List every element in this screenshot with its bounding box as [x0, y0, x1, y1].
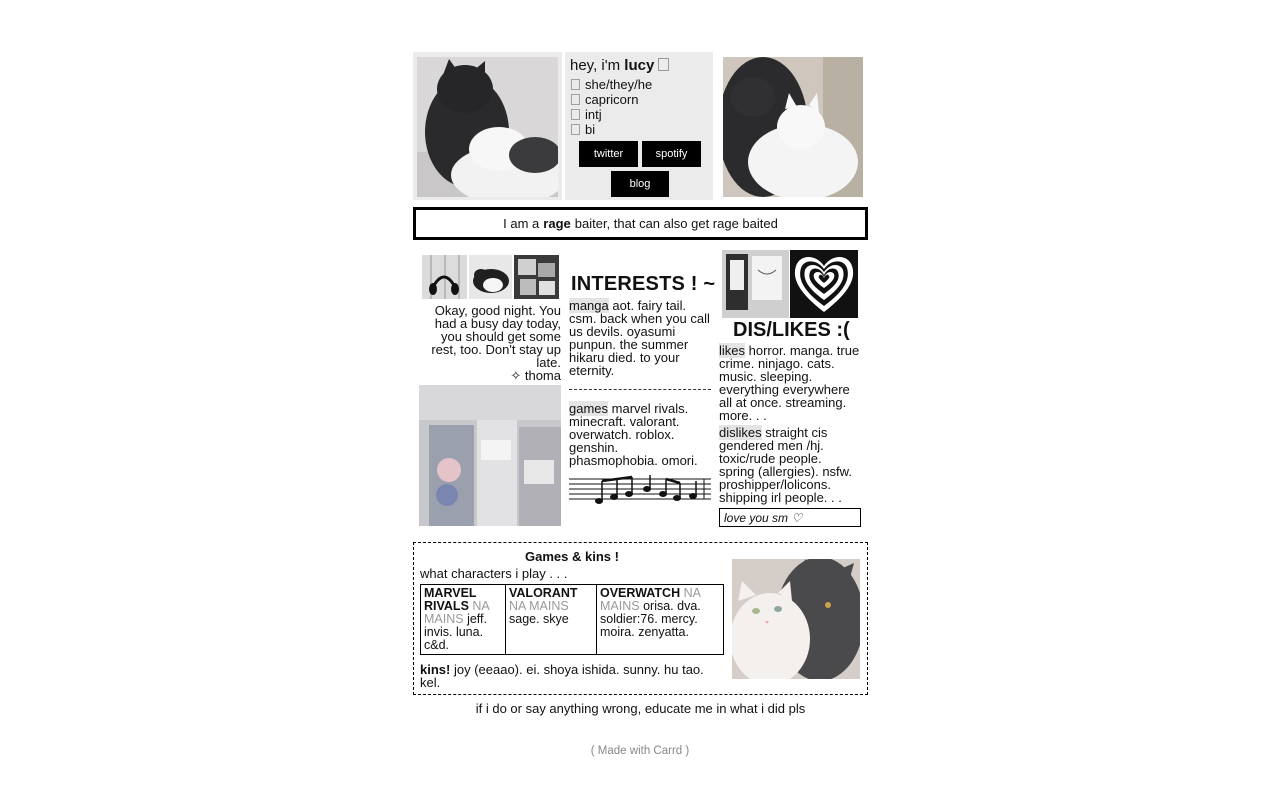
identity-item: capricorn: [571, 92, 652, 107]
bullet-icon: [571, 94, 580, 105]
table-cell-valorant: VALORANT NA MAINS sage. skye: [506, 585, 597, 655]
cat-photo-couch: [723, 57, 863, 197]
bullet-icon: [571, 79, 580, 90]
table-cell-overwatch: OVERWATCH NA MAINS orisa. dva. soldier:76. mercy. moira. zenyatta.: [597, 585, 724, 655]
games-subtitle: what characters i play . . .: [420, 566, 568, 581]
identity-list: [571, 77, 652, 137]
made-with-carrd-link[interactable]: ( Made with Carrd ): [590, 745, 690, 757]
likes-text: likes horror. manga. true crime. ninjago. cats. music. sleeping. everything everywhere all at once. streaming. more. . .: [719, 343, 860, 423]
bullet-icon: [571, 109, 580, 120]
blog-button[interactable]: blog: [611, 171, 669, 197]
missing-glyph-icon: [658, 58, 669, 71]
kins-text: kins! joy (eeaao). ei. shoya ishida. sunny. hu tao. kel.: [420, 662, 704, 690]
love-you-box: love you sm ♡: [719, 508, 861, 527]
identity-item: she/they/he: [571, 77, 652, 92]
section-divider: [569, 389, 711, 390]
cats-cuddle-photo: [732, 559, 860, 679]
cat-tuxedo-photo: [469, 255, 512, 299]
bullet-icon: [571, 124, 580, 135]
keychain-shelf-photo: [419, 385, 561, 526]
dislikes-label: dislikes: [719, 425, 762, 440]
table-cell-marvel: MARVEL RIVALS NA MAINS jeff. invis. luna. c&d.: [421, 585, 506, 655]
note-signature: ✧ thoma: [510, 368, 561, 383]
interests-manga: manga aot. fairy tail. csm. back when you call us devils. oyasumi punpun. the summer hikaru died. to your eternity.: [569, 298, 710, 378]
stickers-photo: [514, 255, 559, 299]
manga-label: manga: [569, 298, 609, 313]
profile-name: lucy: [624, 57, 655, 74]
spiral-heart-icon: [790, 250, 858, 318]
interests-games: games marvel rivals. minecraft. valorant. overwatch. roblox. genshin. phasmophobia. omori.: [569, 401, 698, 468]
games-kins-title: Games & kins !: [525, 549, 619, 564]
interests-heading: INTERESTS ! ~: [571, 273, 716, 295]
games-label: games: [569, 401, 609, 416]
headphones-photo: [422, 255, 467, 299]
table-row: [421, 585, 724, 655]
identity-item: intj: [571, 107, 652, 122]
goodnight-note: Okay, good night. You had a busy day today, you should get some rest, too. Don't stay up late. ✧ thoma: [422, 304, 561, 382]
identity-item: bi: [571, 122, 652, 137]
characters-table: [420, 584, 724, 655]
cat-photo-hug: [417, 57, 558, 197]
likes-label: likes: [719, 343, 746, 358]
footer-message: if i do or say anything wrong, educate me in what i did pls: [475, 701, 806, 716]
kins-label: kins!: [420, 662, 451, 677]
signs-photo: [722, 250, 789, 318]
twitter-button[interactable]: twitter: [579, 141, 638, 167]
dislikes-heading: DIS/LIKES :(: [733, 319, 850, 341]
music-notes-icon: [569, 471, 711, 507]
spotify-button[interactable]: spotify: [642, 141, 701, 167]
dislikes-text: dislikes straight cis gendered men /hj. toxic/rude people. spring (allergies). nsfw. proshipper/lolicons. shipping irl people. . .: [719, 425, 852, 505]
greeting: hey, i'm lucy: [570, 57, 669, 74]
tagline-bar: I am a rage baiter, that can also get rage baited: [413, 207, 868, 240]
